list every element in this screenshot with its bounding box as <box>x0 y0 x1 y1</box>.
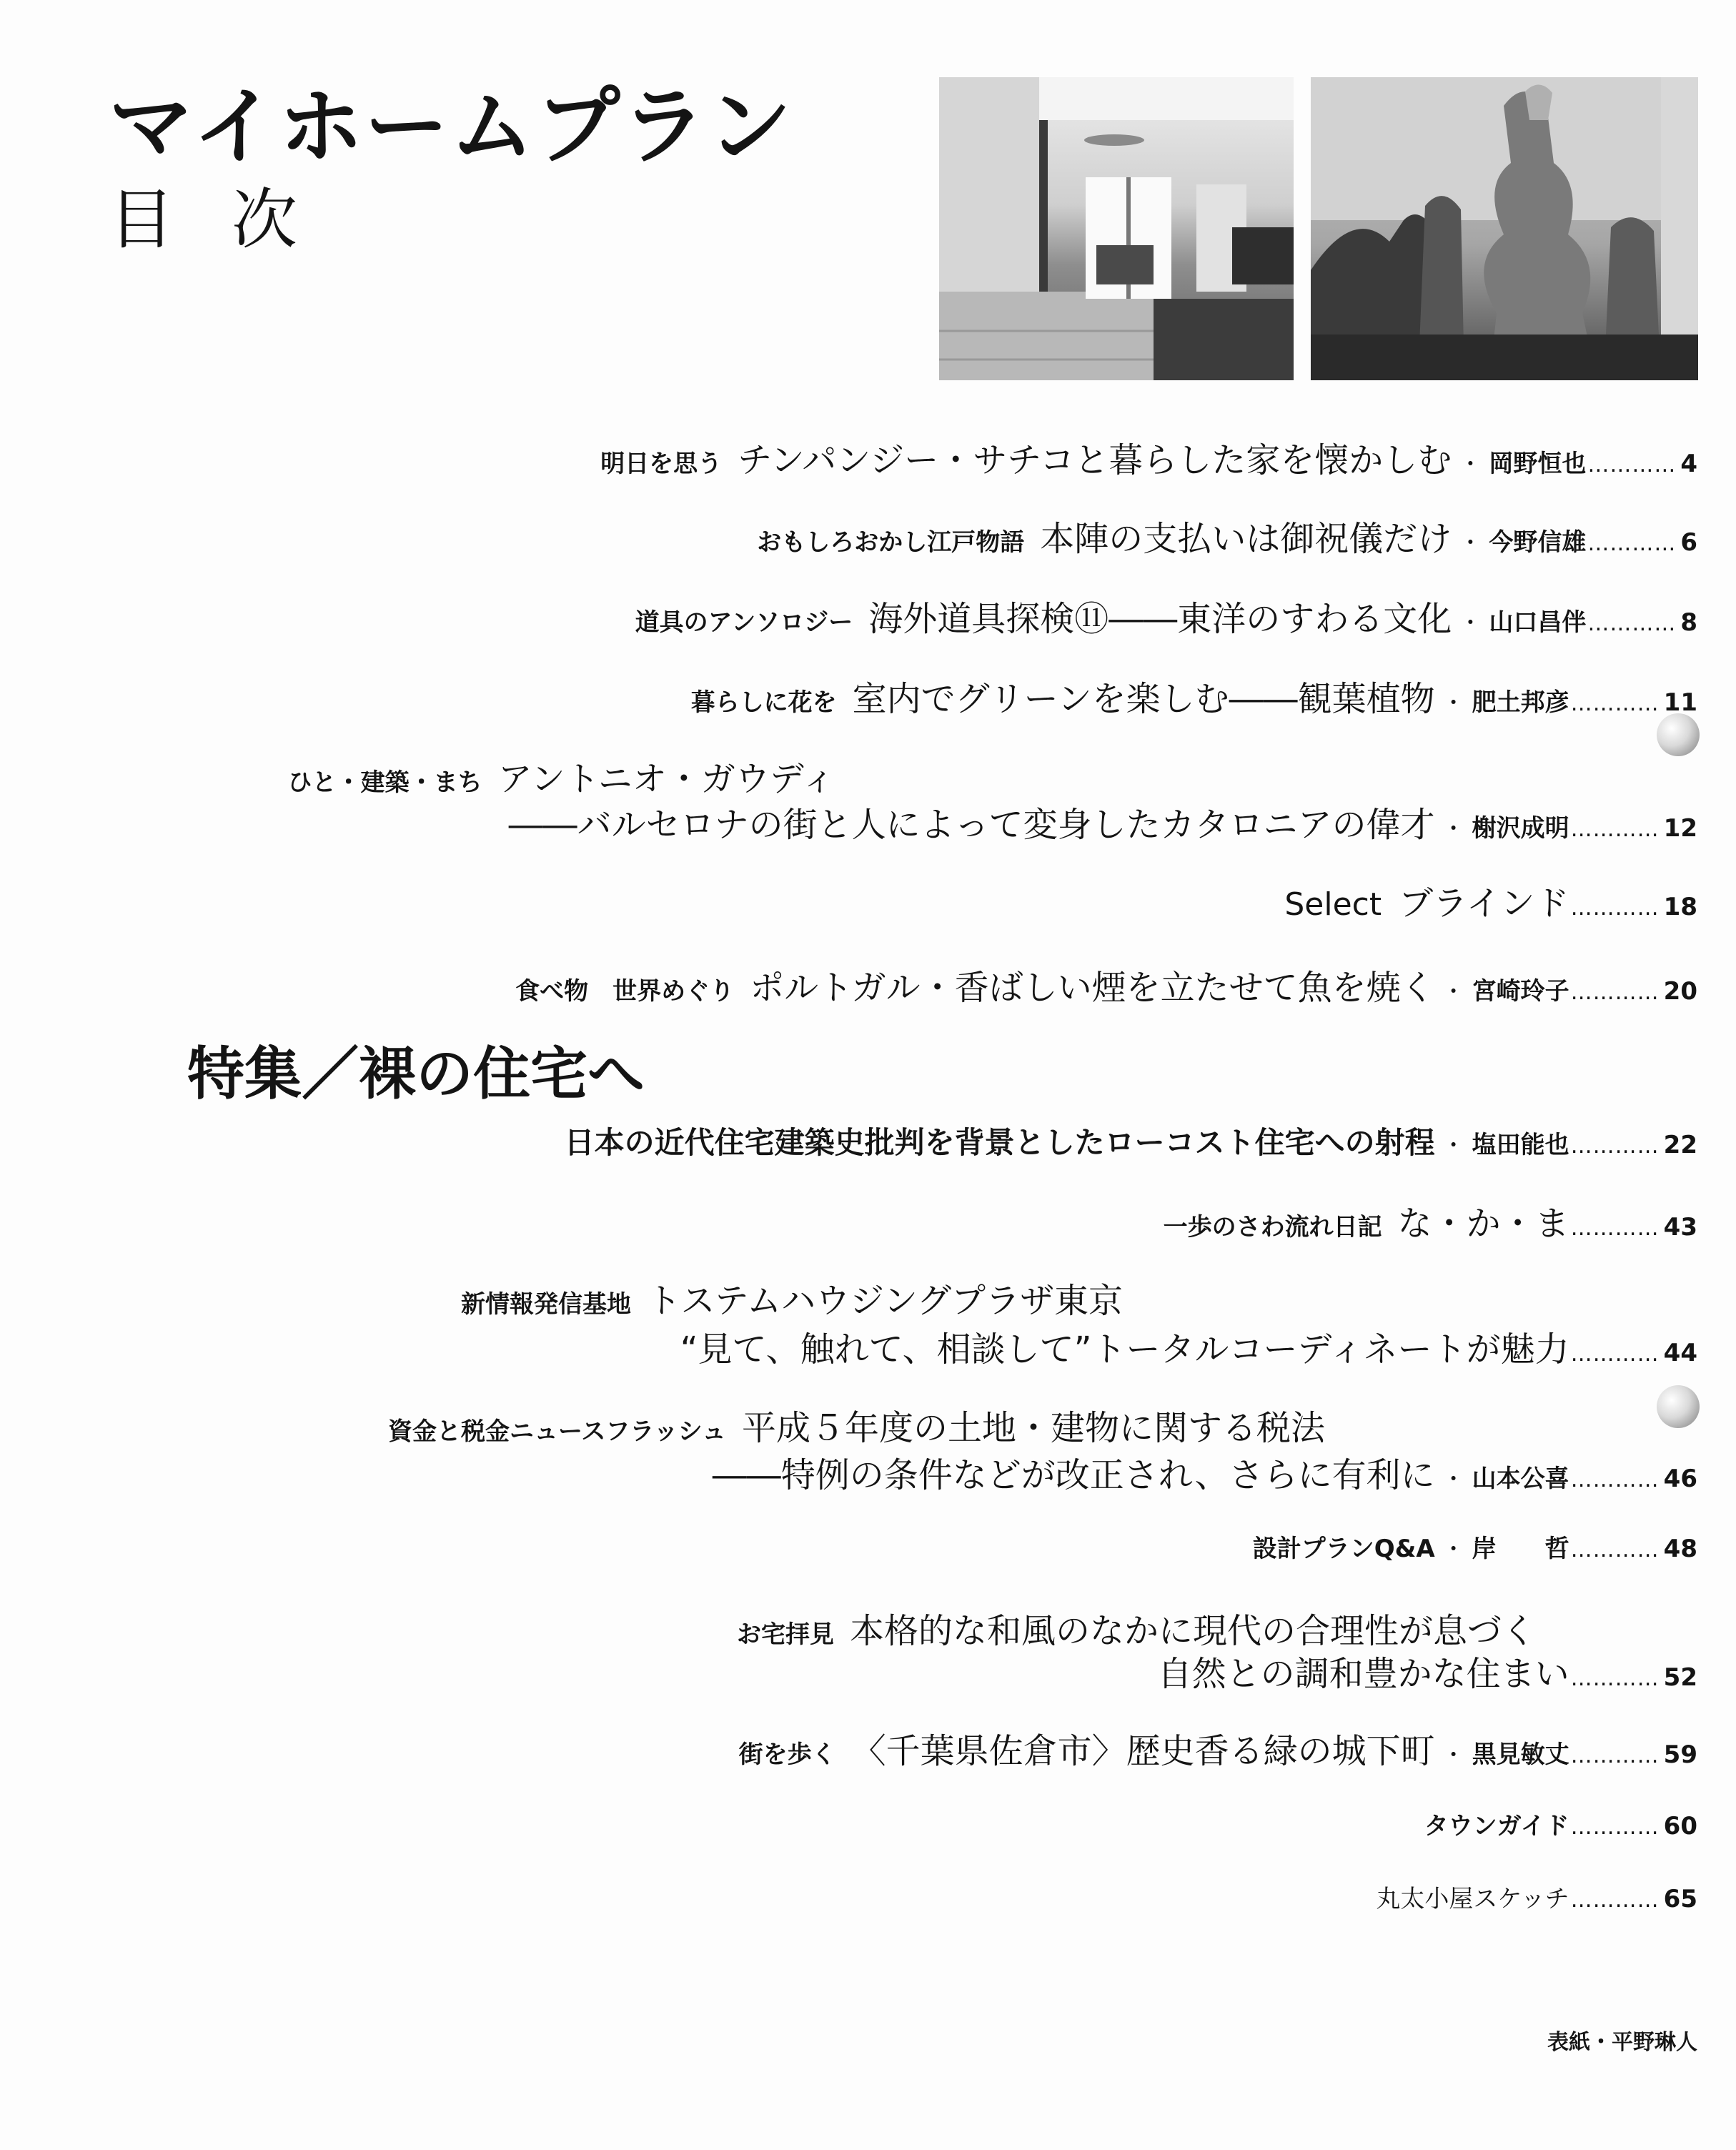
toc-category: 新情報発信基地 <box>460 1290 631 1319</box>
toc-separator: ・ <box>1459 529 1482 556</box>
toc-entry-continuation[interactable] <box>712 1455 1697 1495</box>
toc-author: 山本公喜 <box>1472 1465 1569 1493</box>
toc-category: 暮らしに花を <box>690 688 837 717</box>
toc-entry[interactable] <box>287 759 835 799</box>
toc-leader: ………… <box>1570 1134 1660 1159</box>
toc-author: 肥土邦彦 <box>1472 688 1569 717</box>
toc-leader: ………… <box>1570 1537 1660 1562</box>
toc-entry[interactable] <box>388 1408 1325 1448</box>
toc-author: 黒見敏丈 <box>1472 1740 1569 1769</box>
toc-entry[interactable] <box>460 1281 1123 1321</box>
toc-leader: ………… <box>1570 1815 1660 1840</box>
toc-entry[interactable] <box>1424 1812 1697 1841</box>
toc-page-number: 65 <box>1663 1885 1697 1913</box>
toc-separator: ・ <box>1442 1741 1465 1768</box>
toc-category: お宅拝見 <box>736 1620 834 1649</box>
toc-category: 明日を思う <box>600 450 723 478</box>
toc-entry-continuation[interactable] <box>680 1329 1697 1369</box>
binder-hole-lower <box>1657 1385 1700 1428</box>
toc-entry[interactable] <box>690 679 1697 719</box>
toc-page-number: 4 <box>1680 450 1697 478</box>
toc-entry-continuation[interactable] <box>508 805 1697 845</box>
toc-author: 今野信雄 <box>1489 528 1587 557</box>
toc-title: 本格的な和風のなかに現代の合理性が息づく <box>849 1611 1536 1651</box>
toc-page-number: 52 <box>1663 1663 1697 1692</box>
toc-entry[interactable] <box>1376 1887 1697 1911</box>
toc-leader: ………… <box>1587 452 1677 477</box>
toc-entry-continuation[interactable] <box>1157 1654 1697 1694</box>
toc-title: 丸太小屋スケッチ <box>1376 1885 1569 1913</box>
toc-category: ひと・建築・まち <box>287 768 482 797</box>
toc-page-number: 60 <box>1663 1812 1697 1841</box>
toc-title: ブラインド <box>1399 883 1569 923</box>
toc-leader: ………… <box>1570 1216 1660 1241</box>
magazine-title: マイホームプラン <box>109 77 793 176</box>
toc-author: 榭沢成明 <box>1472 814 1569 843</box>
toc-leader: ………… <box>1570 1342 1660 1367</box>
toc-title: トステムハウジングプラザ東京 <box>646 1281 1123 1321</box>
interior-photo <box>939 77 1294 380</box>
toc-page-number: 59 <box>1663 1740 1697 1769</box>
toc-entry[interactable] <box>1253 1537 1697 1561</box>
toc-entry[interactable] <box>1284 883 1697 923</box>
toc-leader: ………… <box>1570 817 1660 842</box>
toc-page-number: 43 <box>1663 1213 1697 1242</box>
toc-title: 本陣の支払いは御祝儀だけ <box>1040 519 1452 559</box>
toc-category: Select <box>1284 886 1382 923</box>
toc-page-number: 12 <box>1663 814 1697 843</box>
toc-leader: ………… <box>1570 691 1660 716</box>
toc-title: タウンガイド <box>1424 1812 1569 1841</box>
toc-category: 道具のアンソロジー <box>635 608 853 637</box>
toc-title: ポルトガル・香ばしい煙を立たせて魚を焼く <box>750 968 1435 1008</box>
toc-leader: ………… <box>1587 611 1677 636</box>
toc-author: 宮崎玲子 <box>1472 977 1569 1006</box>
toc-subtitle: “見て、触れて、相談して”トータルコーディネートが魅力 <box>680 1329 1569 1369</box>
toc-subtitle: ――バルセロナの街と人によって変身したカタロニアの偉才 <box>508 805 1435 845</box>
toc-separator: ・ <box>1442 1535 1465 1562</box>
toc-author: 山口昌伴 <box>1489 608 1587 637</box>
toc-author: 岸 哲 <box>1472 1535 1569 1563</box>
toc-separator: ・ <box>1459 609 1482 636</box>
feature-subtitle: 日本の近代住宅建築史批判を背景としたローコスト住宅への射程 <box>564 1125 1435 1160</box>
toc-category: おもしろおかし江戸物語 <box>757 528 1025 557</box>
toc-page-number: 6 <box>1680 528 1697 557</box>
toc-page-number: 8 <box>1680 608 1697 637</box>
toc-entry[interactable] <box>757 519 1697 559</box>
rooftop-chimney-photo-icon <box>1311 77 1698 380</box>
toc-separator: ・ <box>1459 450 1482 477</box>
toc-page-number: 48 <box>1663 1535 1697 1563</box>
toc-leader: ………… <box>1570 1467 1660 1492</box>
toc-title: 室内でグリーンを楽しむ――観葉植物 <box>852 679 1435 719</box>
toc-leader: ………… <box>1570 1666 1660 1691</box>
toc-title: 〈千葉県佐倉市〉歴史香る緑の城下町 <box>851 1731 1435 1771</box>
toc-entry[interactable] <box>1163 1204 1697 1244</box>
toc-author: 岡野恒也 <box>1489 450 1587 478</box>
toc-separator: ・ <box>1442 1465 1465 1492</box>
toc-subtitle: 自然との調和豊かな住まい <box>1157 1654 1569 1694</box>
toc-title: チンパンジー・サチコと暮らした家を懐かしむ <box>738 440 1452 480</box>
toc-title: 平成５年度の土地・建物に関する税法 <box>741 1408 1325 1448</box>
toc-title: アントニオ・ガウディ <box>497 759 835 799</box>
toc-leader: ………… <box>1587 531 1677 556</box>
toc-entry[interactable] <box>635 599 1697 639</box>
toc-page-number: 44 <box>1663 1339 1697 1367</box>
toc-separator: ・ <box>1442 815 1465 842</box>
binder-hole-upper <box>1657 713 1700 756</box>
feature-title[interactable]: 特集／裸の住宅へ <box>187 1040 645 1107</box>
toc-entry[interactable] <box>600 440 1697 480</box>
toc-separator: ・ <box>1442 1131 1465 1159</box>
toc-separator: ・ <box>1442 689 1465 716</box>
toc-page-number: 20 <box>1663 977 1697 1006</box>
toc-category: 資金と税金ニュースフラッシュ <box>388 1417 726 1446</box>
toc-category: 食べ物 世界めぐり <box>515 977 735 1006</box>
toc-leader: ………… <box>1570 980 1660 1005</box>
toc-page-number: 46 <box>1663 1465 1697 1493</box>
toc-leader: ………… <box>1570 1743 1660 1768</box>
interior-room-photo-icon <box>939 77 1294 380</box>
toc-title: な・か・ま <box>1397 1204 1569 1244</box>
toc-author: 塩田能也 <box>1472 1131 1569 1159</box>
toc-title: 海外道具探検⑪――東洋のすわる文化 <box>868 599 1452 639</box>
toc-entry[interactable] <box>736 1611 1536 1651</box>
toc-entry[interactable] <box>515 968 1697 1008</box>
toc-category: 街を歩く <box>738 1740 836 1769</box>
toc-page-number: 18 <box>1663 893 1697 921</box>
toc-leader: ………… <box>1570 896 1660 921</box>
toc-subtitle: ――特例の条件などが改正され、さらに有利に <box>712 1455 1435 1495</box>
gaudi-chimney-photo <box>1311 77 1698 380</box>
cover-credit: 表紙・平野琳人 <box>1547 2030 1697 2055</box>
toc-title: 設計プランQ&A <box>1252 1535 1435 1563</box>
toc-separator: ・ <box>1442 978 1465 1005</box>
contents-heading: 目次 <box>109 182 355 258</box>
toc-page-number: 11 <box>1663 688 1697 717</box>
toc-entry[interactable] <box>738 1731 1697 1771</box>
toc-category: 一歩のさわ流れ日記 <box>1163 1213 1382 1242</box>
toc-leader: ………… <box>1570 1888 1660 1913</box>
toc-page-number: 22 <box>1663 1131 1697 1159</box>
feature-entry[interactable] <box>564 1125 1697 1160</box>
